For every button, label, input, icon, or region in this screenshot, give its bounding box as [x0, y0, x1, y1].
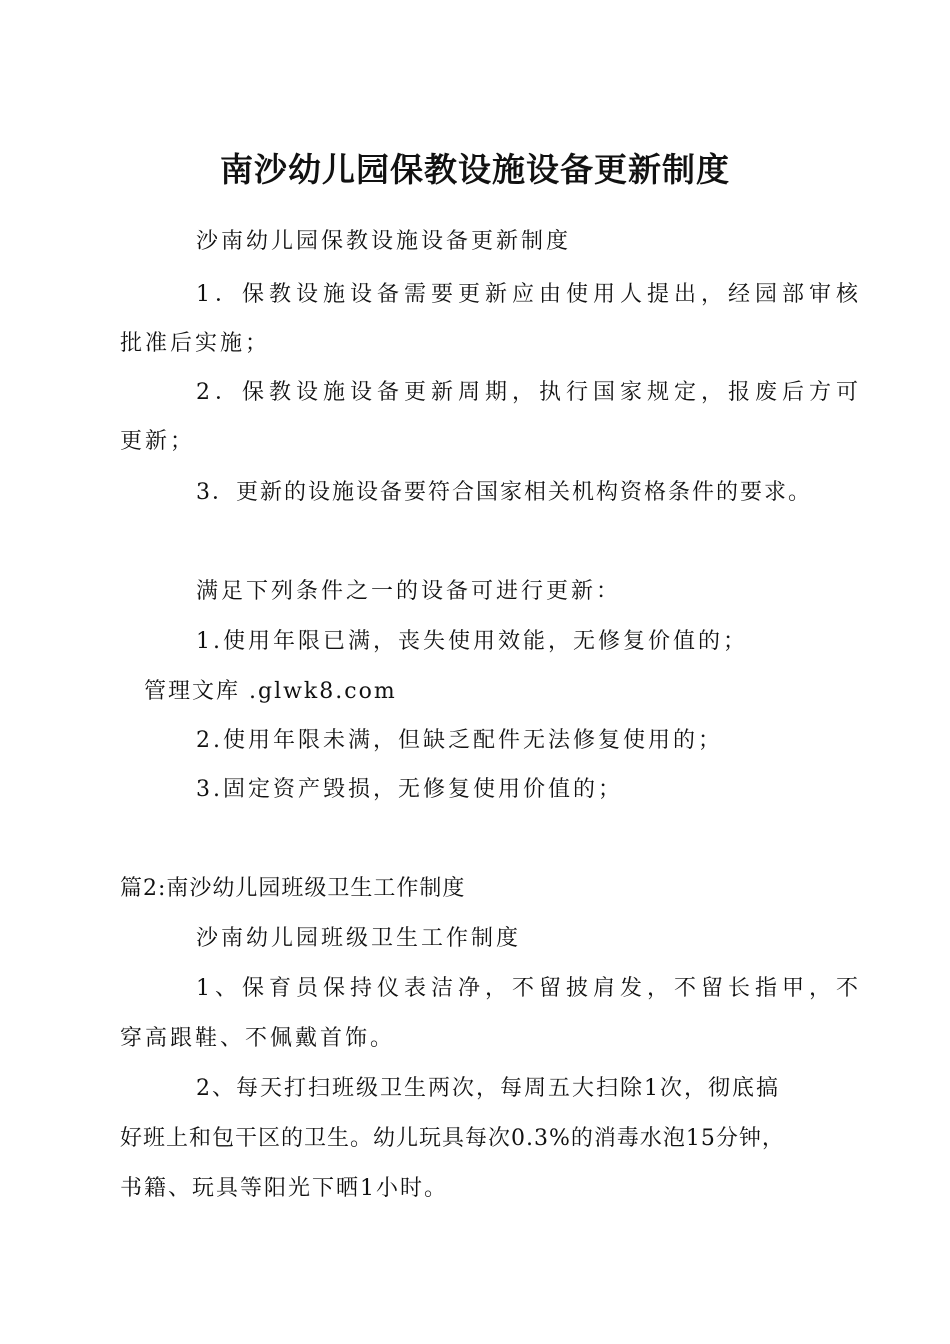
paragraph-line: 满足下列条件之一的设备可进行更新： [196, 579, 622, 604]
paragraph-line-subtitle-1: 沙南幼儿园保教设施设备更新制度 [196, 229, 572, 254]
paragraph-line: 1．保教设施设备需要更新应由使用人提出，经园部审核 [196, 282, 863, 307]
paragraph-line-subtitle-2: 沙南幼儿园班级卫生工作制度 [196, 926, 522, 951]
paragraph-line: 更新； [120, 429, 196, 454]
paragraph-line: 3.固定资产毁损，无修复使用价值的； [196, 777, 623, 802]
paragraph-line: 书籍、玩具等阳光下晒1小时。 [120, 1176, 448, 1201]
paragraph-line: 1、保育员保持仪表洁净，不留披肩发，不留长指甲，不 [196, 976, 863, 1001]
paragraph-line: 1.使用年限已满，丧失使用效能，无修复价值的； [196, 629, 748, 654]
paragraph-line: 好班上和包干区的卫生。幼儿玩具每次0.3%的消毒水泡15分钟， [120, 1126, 785, 1151]
document-title: 南沙幼儿园保教设施设备更新制度 [220, 150, 730, 189]
paragraph-line: 2．保教设施设备更新周期，执行国家规定，报废后方可 [196, 380, 863, 405]
section-heading: 篇2:南沙幼儿园班级卫生工作制度 [120, 876, 466, 901]
paragraph-line: 批准后实施； [120, 331, 271, 356]
paragraph-line: 2、每天打扫班级卫生两次，每周五大扫除1次，彻底搞 [196, 1076, 780, 1101]
paragraph-line: 2.使用年限未满，但缺乏配件无法修复使用的； [196, 728, 723, 753]
watermark-text-line: 管理文库 .glwk8.com [144, 679, 397, 704]
paragraph-line: 3．更新的设施设备要符合国家相关机构资格条件的要求。 [196, 480, 812, 505]
paragraph-line: 穿高跟鞋、不佩戴首饰。 [120, 1026, 396, 1051]
